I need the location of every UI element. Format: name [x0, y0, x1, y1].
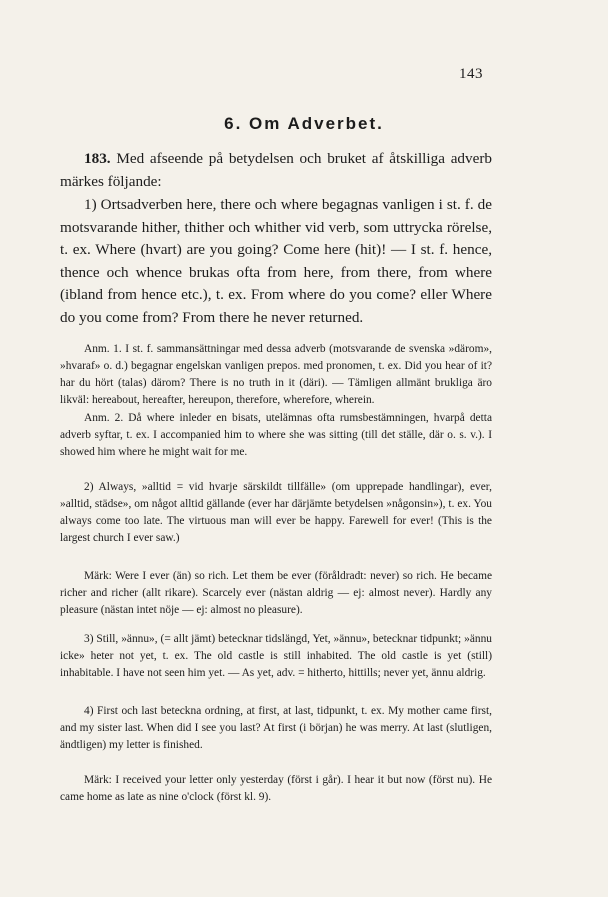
paragraph-4-text: 4) First och last beteckna ordning, at first, at last, tidpunkt, t. ex. My mother came first, and my sister last. When did I see you last? At first (i början) he was merry. At last (slutligen, ändtligen) my letter is finished. [60, 705, 492, 751]
note-2 [60, 410, 492, 461]
paragraph-3-text: 3) Still, »ännu», (= allt jämt) betecknar tidslängd, Yet, »ännu», betecknar tidpunkt; »ännu icke» heter not yet, t. ex. The old castle is still inhabited. The old castle is yet (still) inhabitable. I have not seen him yet. — As yet, adv. = hitherto, hittills; never yet, ännu aldrig. [60, 633, 492, 679]
paragraph-1-text: 1) Ortsadverben here, there och where begagnas vanligen i st. f. de motsvarande hither, thither och whither vid verb, som uttrycka rörelse, t. ex. Where (hvart) are you going? Come here (hit)! — I st. f. hence, thence och whence brukas ofta from here, from there, from where (ibland from hence etc.), t. ex. From where do you come? eller Where do you come from? From there he never returned. [60, 196, 492, 326]
paragraph-3 [60, 631, 492, 682]
chapter-heading: 6. Om Adverbet. [224, 114, 384, 133]
paragraph-2 [60, 479, 492, 547]
note-1-text: Anm. 1. I st. f. sammansättningar med dessa adverb (motsvarande de svenska »därom», »hvaraf» o. d.) begagnar engelskan vanligen prepos. med pronomen, t. ex. Did you hear of it? har du hört (talas) därom? There is no truth in it (däri). — Tämligen allmänt brukliga äro likväl: hereabout, hereafter, hereupon, therefore, wherefore, wherein. [60, 343, 492, 406]
note-1 [60, 341, 492, 409]
remark-2 [60, 772, 492, 806]
remark-1-text: Märk: Were I ever (än) so rich. Let them be ever (föråldradt: never) so rich. He became richer and richer (allt rikare). Scarcely ever (nästan aldrig — ej: almost never). Hardly any pleasure (nästan intet nöje — ej: almost no pleasure). [60, 570, 492, 616]
page-number: 143 [459, 66, 483, 82]
intro-paragraph [60, 148, 492, 193]
remark-2-text: Märk: I received your letter only yesterday (först i går). I hear it but now (först nu). He came home as late as nine o'clock (först kl. 9). [60, 774, 492, 803]
note-2-text: Anm. 2. Då where inleder en bisats, utelämnas ofta rumsbestämningen, hvarpå detta adverb syftar, t. ex. I accompanied him to where she was sitting (till det ställe, där o. s. v.). I showed him where he might wait for me. [60, 412, 492, 458]
paragraph-1 [60, 194, 492, 330]
section-number: 183. [84, 150, 111, 167]
intro-text: Med afseende på betydelsen och bruket af åtskilliga adverb märkes följande: [60, 150, 493, 190]
remark-1 [60, 568, 492, 619]
paragraph-4 [60, 703, 492, 754]
paragraph-2-text: 2) Always, »alltid = vid hvarje särskildt tillfälle» (om upprepade handlingar), ever, »alltid, städse», om något alltid gällande (ever har därjämte betydelsen »någonsin»), t. ex. You always come too late. The virtuous man will ever be happy. Farewell for ever! (This is the largest church I ever saw.) [60, 481, 492, 544]
